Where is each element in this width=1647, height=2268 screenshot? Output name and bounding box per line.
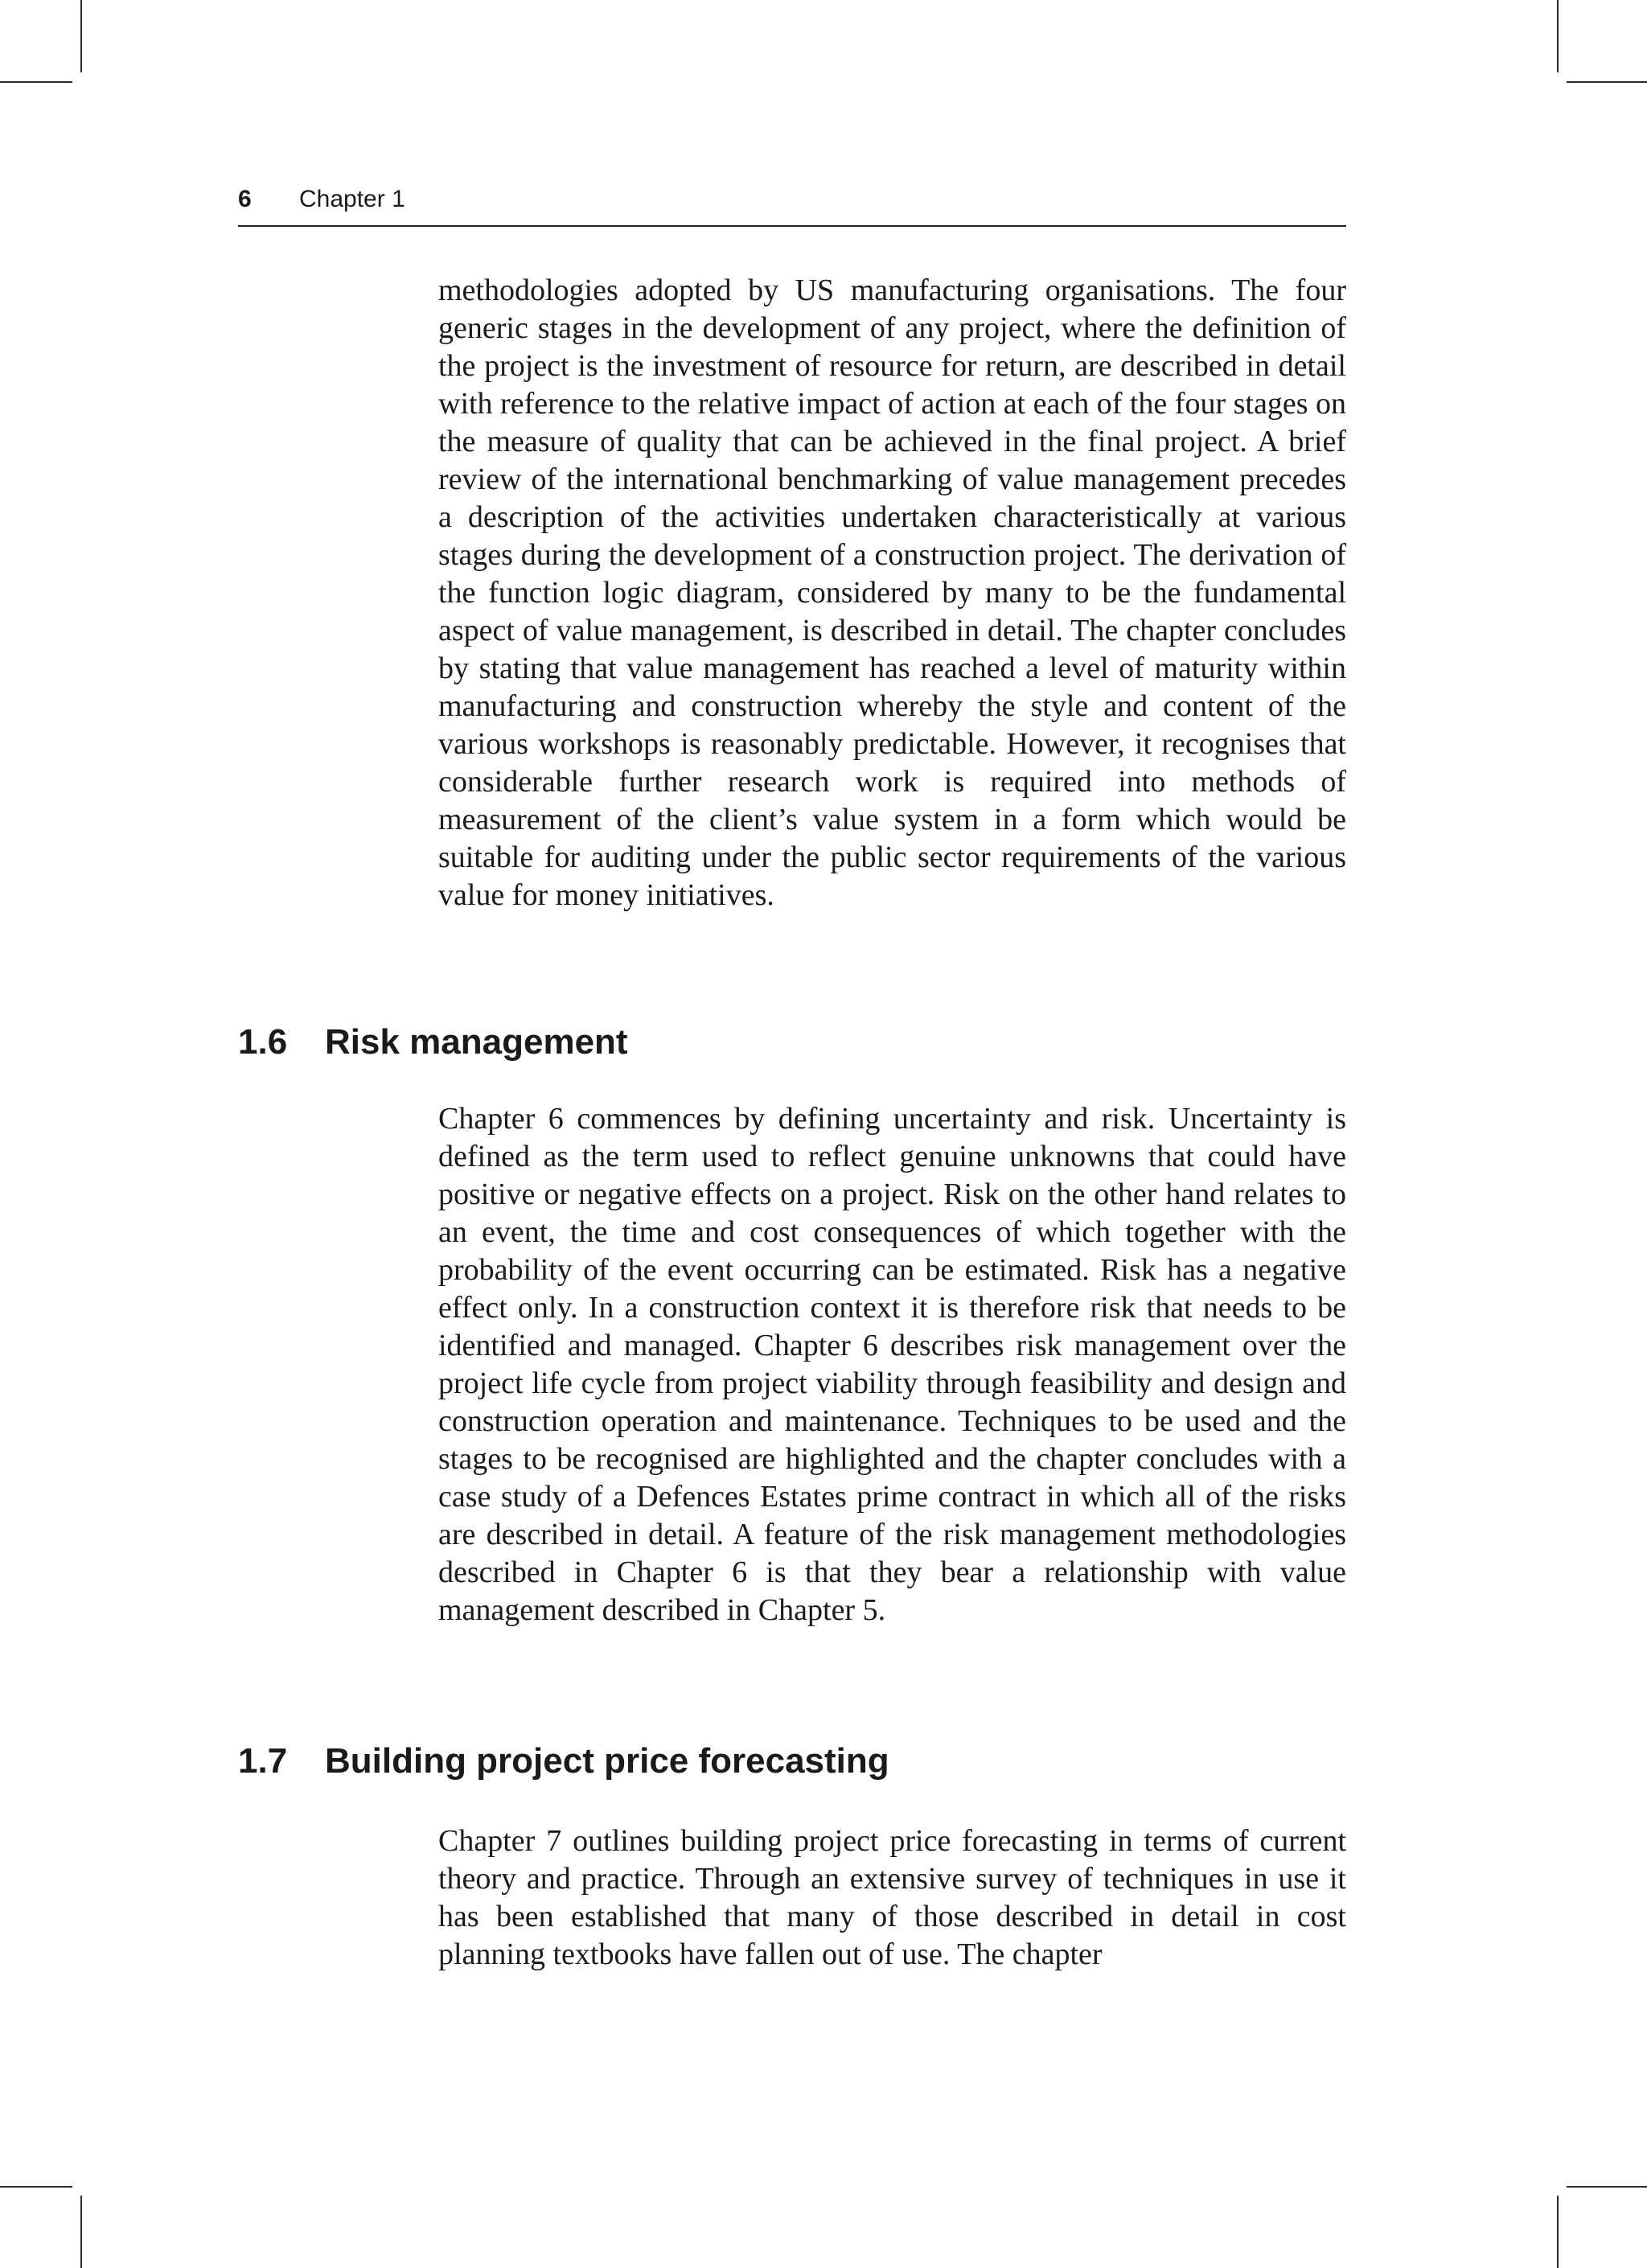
crop-mark xyxy=(1557,2196,1559,2268)
chapter-label: Chapter 1 xyxy=(299,186,405,212)
section-number: 1.7 xyxy=(238,1741,288,1781)
crop-mark xyxy=(80,0,82,72)
running-head xyxy=(238,183,1346,227)
crop-mark xyxy=(80,2196,82,2268)
crop-mark xyxy=(1557,0,1559,72)
section-1-6-paragraph: Chapter 6 commences by defining uncertainty and risk. Uncertainty is defined as the term used to reflect genuine unknowns that could have positive or negative effects on a project. Risk on the other hand relates to an event, the time and cost consequences of which together with the probability of the event occurring can be estimated. Risk has a negative effect only. In a construction context it is therefore risk that needs to be identified and managed. Chapter 6 describes risk management over the project life cycle from project viability through feasibility and design and construction operation and maintenance. Techniques to be used and the stages to be recognised are highlighted and the chapter concludes with a case study of a Defences Estates prime contract in which all of the risks are described in detail. A feature of the risk management methodologies described in Chapter 6 is that they bear a relationship with value management described in Chapter 5. xyxy=(438,1102,1346,1627)
section-1-7-paragraph: Chapter 7 outlines building project price forecasting in terms of current theory and practice. Through an extensive survey of techniques in use it has been established that many of those described in detail in cost planning textbooks have fallen out of use. The chapter xyxy=(438,1824,1346,1971)
section-title: Building project price forecasting xyxy=(325,1741,889,1781)
crop-mark xyxy=(1567,2186,1647,2188)
section-number: 1.6 xyxy=(238,1022,288,1062)
section-heading-1-6 xyxy=(238,1020,628,1065)
crop-mark xyxy=(0,2186,72,2188)
page-number: 6 xyxy=(238,186,252,212)
crop-mark xyxy=(0,81,72,83)
crop-mark xyxy=(1567,81,1647,83)
section-title: Risk management xyxy=(325,1022,628,1062)
body-paragraph: methodologies adopted by US manufacturing organisations. The four generic stages in the development of any project, where the definition of the project is the investment of resource for return, are described in detail with reference to the relative impact of action at each of the four stages on the measure of quality that can be achieved in the final project. A brief review of the international benchmarking of value management precedes a description of the activities undertaken characteristically at various stages during the development of a construction project. The derivation of the function logic diagram, considered by many to be the fundamental aspect of value management, is described in detail. The chapter concludes by stating that value management has reached a level of maturity within manufacturing and construction whereby the style and content of the various workshops is reasonably predictable. However, it recognises that considerable further research work is required into methods of measurement of the client’s value system in a form which would be suitable for auditing under the public sector requirements of the various value for money initiatives. xyxy=(438,273,1346,912)
section-heading-1-7 xyxy=(238,1739,889,1784)
